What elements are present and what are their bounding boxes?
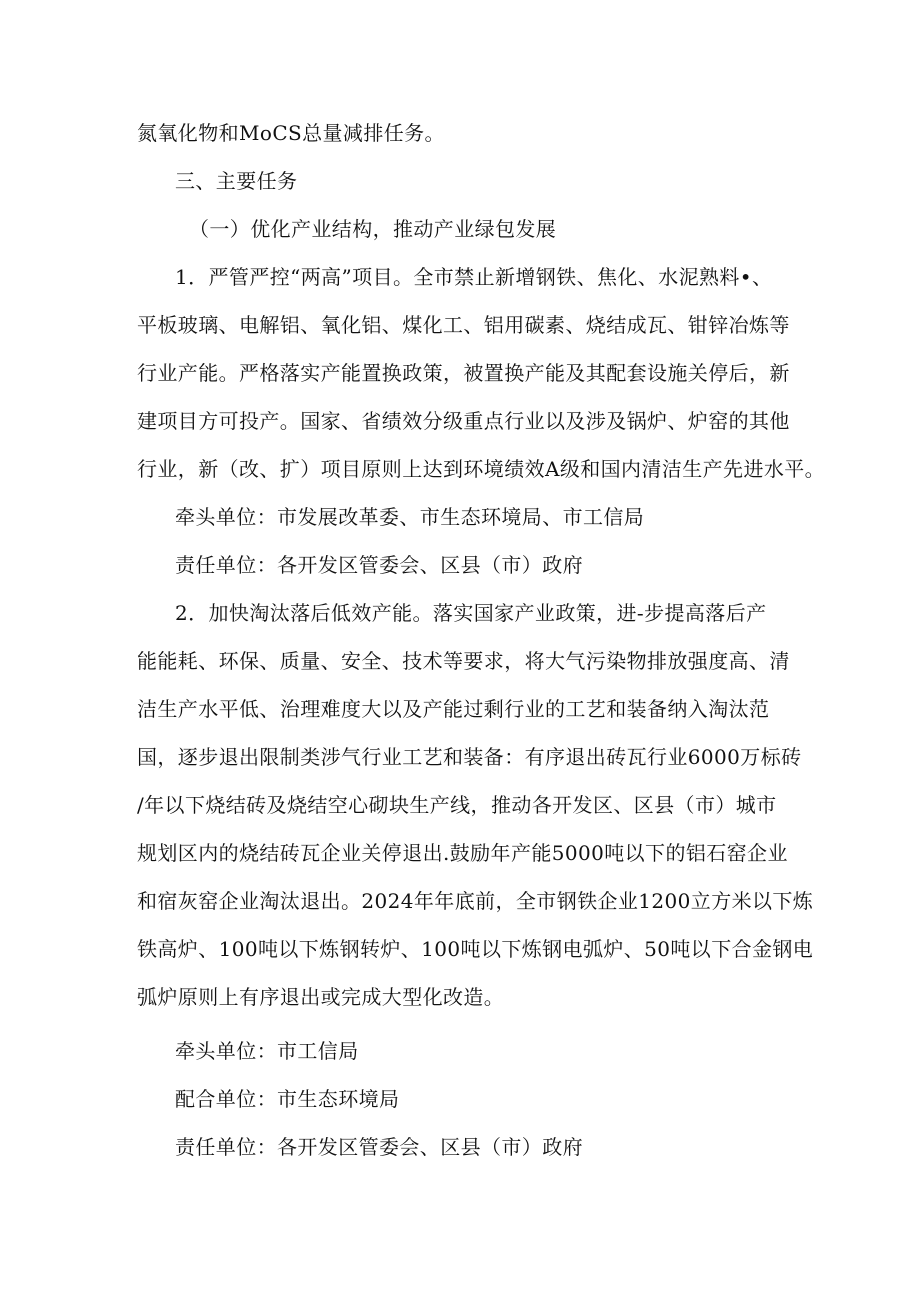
paragraph-line: 弧炉原则上有序退出或完成大型化改造。 bbox=[137, 985, 505, 1009]
responsible-unit-line: 责任单位：各开发区管委会、区县（市）政府 bbox=[175, 553, 583, 577]
paragraph-line: 行业产能。严格落实产能置换政策，被置换产能及其配套设施关停后，新 bbox=[137, 361, 790, 385]
paragraph-line: 氮氧化物和MoCS总量减排任务。 bbox=[137, 121, 445, 145]
section-heading: 三、主要任务 bbox=[175, 169, 298, 193]
cooperating-unit-line: 配合单位：市生态环境局 bbox=[175, 1087, 400, 1111]
paragraph-line: 1．严管严控“两高”项目。全市禁止新增钢铁、焦化、水泥熟料•、 bbox=[175, 265, 773, 289]
lead-unit-line: 牵头单位：市发展改革委、市生态环境局、市工信局 bbox=[175, 505, 645, 529]
paragraph-line: 2．加快淘汰落后低效产能。落实国家产业政策，进-步提高落后产 bbox=[175, 601, 767, 625]
paragraph-line: 行业，新（改、扩）项目原则上达到环境绩效A级和国内清洁生产先进水平。 bbox=[137, 457, 826, 481]
lead-unit-line: 牵头单位：市工信局 bbox=[175, 1039, 359, 1063]
paragraph-line: 建项目方可投产。国家、省绩效分级重点行业以及涉及锅炉、炉窑的其他 bbox=[137, 409, 790, 433]
paragraph-line: /年以下烧结砖及烧结空心砌块生产线，推动各开发区、区县（市）城市 bbox=[137, 793, 777, 817]
paragraph-line: 国，逐步退出限制类涉气行业工艺和装备：有序退出砖瓦行业6000万标砖 bbox=[137, 745, 802, 769]
paragraph-line: 和宿灰窑企业淘汰退出。2024年年底前，全市钢铁企业1200立方米以下炼 bbox=[137, 889, 814, 913]
paragraph-line: 能能耗、环保、质量、安全、技术等要求，将大气污染物排放强度高、清 bbox=[137, 649, 790, 673]
responsible-unit-line: 责任单位：各开发区管委会、区县（市）政府 bbox=[175, 1135, 583, 1159]
paragraph-line: 铁高炉、100吨以下炼钢转炉、100吨以下炼钢电弧炉、50吨以下合金钢电 bbox=[137, 937, 814, 961]
paragraph-line: 规划区内的烧结砖瓦企业关停退出.鼓励年产能5000吨以下的铝石窑企业 bbox=[137, 841, 788, 865]
subsection-heading: （一）优化产业结构，推动产业绿包发展 bbox=[189, 217, 557, 241]
paragraph-line: 洁生产水平低、治理难度大以及产能过剩行业的工艺和装备纳入淘汰范 bbox=[137, 697, 770, 721]
paragraph-line: 平板玻璃、电解铝、氧化铝、煤化工、铝用碳素、烧结成瓦、钳锌冶炼等 bbox=[137, 313, 790, 337]
